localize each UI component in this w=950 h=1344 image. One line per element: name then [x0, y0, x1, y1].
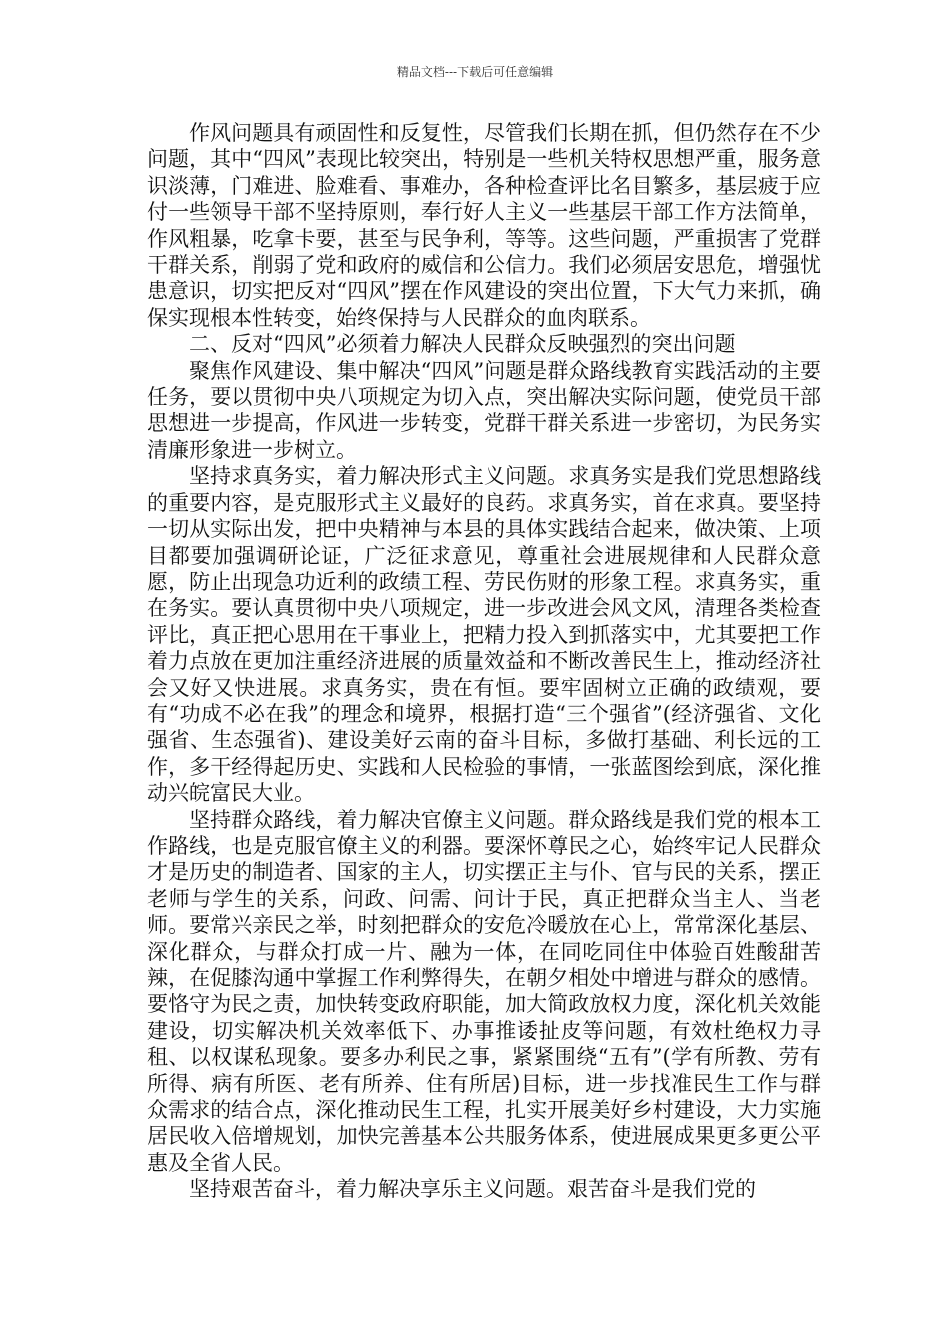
page-header: 精品文档---下载后可任意编辑: [396, 65, 554, 79]
paragraph: 聚焦作风建设、集中解决“四风”问题是群众路线教育实践活动的主要任务，要以贯彻中央八项规定为切入点，突出解决实际问题，使党员干部思想进一步提高，作风进一步转变，党群干群关系进一步密切，为民务实清廉形象进一步树立。: [147, 358, 821, 462]
paragraph: 作风问题具有顽固性和反复性，尽管我们长期在抓，但仍然存在不少问题，其中“四风”表现比较突出，特别是一些机关特权思想严重，服务意识淡薄，门难进、脸难看、事难办，各种检查评比名目繁多，基层疲于应付一些领导干部不坚持原则，奉行好人主义一些基层干部工作方法简单，作风粗暴，吃拿卡要，甚至与民争利，等等。这些问题，严重损害了党群干群关系，削弱了党和政府的威信和公信力。我们必须居安思危，增强忧患意识，切实把反对“四风”摆在作风建设的突出位置，下大气力来抓，确保实现根本性转变，始终保持与人民群众的血肉联系。: [147, 121, 821, 330]
paragraph: 坚持群众路线，着力解决官僚主义问题。群众路线是我们党的根本工作路线，也是克服官僚主义的利器。要深怀尊民之心，始终牢记人民群众才是历史的制造者、国家的主人，切实摆正主与仆、官与民的关系，摆正老师与学生的关系，问政、问需、问计于民，真正把群众当主人、当老师。要常兴亲民之举，时刻把群众的安危冷暖放在心上，常常深化基层、深化群众，与群众打成一片、融为一体，在同吃同住中体验百姓酸甜苦辣，在促膝沟通中掌握工作利弊得失，在朝夕相处中增进与群众的感情。要恪守为民之责，加快转变政府职能，加大简政放权力度，深化机关效能建设，切实解决机关效率低下、办事推诿扯皮等问题，有效杜绝权力寻租、以权谋私现象。要多办利民之事，紧紧围绕“五有”(学有所教、劳有所得、病有所医、老有所养、住有所居)目标，进一步找准民生工作与群众需求的结合点，深化推动民生工程，扎实开展美好乡村建设，大力实施居民收入倍增规划，加快完善基本公共服务体系，使进展成果更多更公平惠及全省人民。: [147, 807, 821, 1175]
document-body: [147, 120, 821, 1203]
paragraph: 坚持艰苦奋斗，着力解决享乐主义问题。艰苦奋斗是我们党的: [189, 1177, 756, 1202]
paragraph: 坚持求真务实，着力解决形式主义问题。求真务实是我们党思想路线的重要内容，是克服形式主义最好的良药。求真务实，首在求真。要坚持一切从实际出发，把中央精神与本县的具体实践结合起来，做决策、上项目都要加强调研论证，广泛征求意见，尊重社会进展规律和人民群众意愿，防止出现急功近利的政绩工程、劳民伤财的形象工程。求真务实，重在务实。要认真贯彻中央八项规定，进一步改进会风文风，清理各类检查评比，真正把心思用在干事业上，把精力投入到抓落实中，尤其要把工作着力点放在更加注重经济进展的质量效益和不断改善民生上，推动经济社会又好又快进展。求真务实，贵在有恒。要牢固树立正确的政绩观，要有“功成不必在我”的理念和境界，根据打造“三个强省”(经济强省、文化强省、生态强省)、建设美好云南的奋斗目标，多做打基础、利长远的工作，多干经得起历史、实践和人民检验的事情，一张蓝图绘到底，深化推动兴皖富民大业。: [147, 464, 821, 806]
section-heading: 二、反对“四风”必须着力解决人民群众反映强烈的突出问题: [189, 332, 736, 357]
